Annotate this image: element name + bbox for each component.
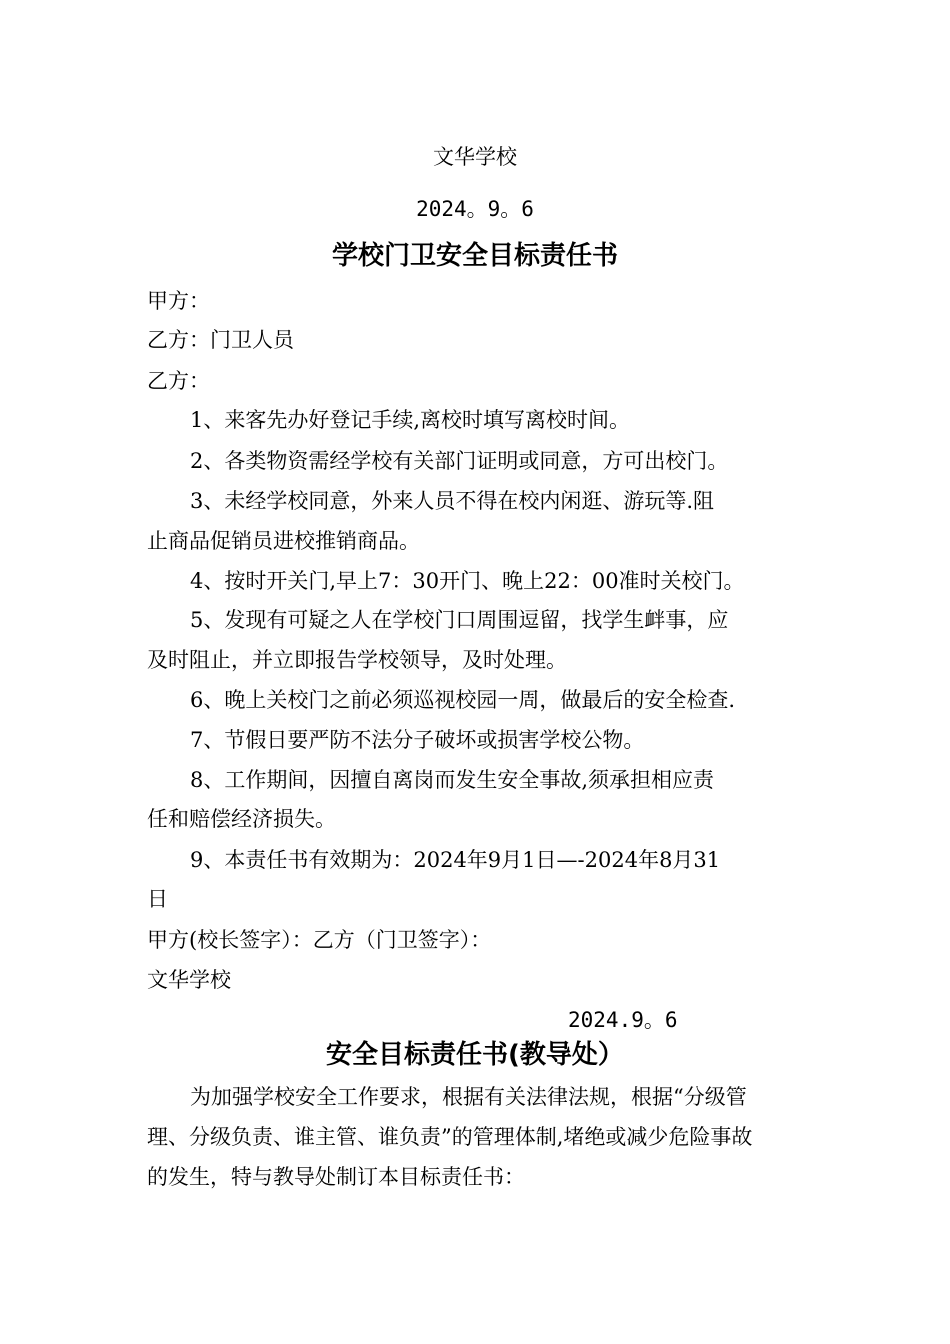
item-4: 4、按时开关门,早上7：30开门、晚上22：00准时关校门。 bbox=[190, 569, 745, 593]
signature-line: 甲方(校长签字）：乙方（门卫签字）： bbox=[147, 928, 492, 952]
doc2-paragraph-line-1: 为加强学校安全工作要求，根据有关法律法规，根据“分级管 bbox=[190, 1085, 747, 1109]
item-7: 7、节假日要严防不法分子破坏或损害学校公物。 bbox=[190, 728, 645, 752]
item-6: 6、晚上关校门之前必须巡视校园一周，做最后的安全检查. bbox=[190, 688, 736, 712]
item-3-line-1: 3、未经学校同意，外来人员不得在校内闲逛、游玩等.阻 bbox=[190, 489, 715, 513]
doc2-paragraph-line-2: 理、分级负责、谁主管、谁负责”的管理体制,堵绝或减少危险事故 bbox=[147, 1125, 753, 1149]
doc2-paragraph-line-3: 的发生，特与教导处制订本目标责任书： bbox=[147, 1165, 525, 1189]
item-8-line-2: 任和赔偿经济损失。 bbox=[147, 807, 336, 831]
party-b-label: 乙方： bbox=[147, 369, 210, 393]
footer-org: 文华学校 bbox=[147, 968, 231, 992]
header-date: 2024。9。6 bbox=[416, 197, 534, 221]
item-2: 2、各类物资需经学校有关部门证明或同意，方可出校门。 bbox=[190, 449, 729, 473]
item-5-line-2: 及时阻止，并立即报告学校领导，及时处理。 bbox=[147, 648, 567, 672]
doc2-title: 安全目标责任书(教导处） bbox=[326, 1040, 624, 1070]
party-b-role: 乙方：门卫人员 bbox=[147, 328, 294, 352]
item-1: 1、来客先办好登记手续,离校时填写离校时间。 bbox=[190, 408, 631, 432]
item-8-line-1: 8、工作期间，因擅自离岗而发生安全事故,须承担相应责 bbox=[190, 768, 715, 792]
footer-date: 2024.9。6 bbox=[568, 1008, 678, 1032]
doc-title: 学校门卫安全目标责任书 bbox=[331, 241, 618, 271]
item-9-line-2: 日 bbox=[147, 887, 168, 911]
party-a-label: 甲方： bbox=[147, 289, 210, 313]
header-org: 文华学校 bbox=[433, 145, 517, 169]
item-9-line-1: 9、本责任书有效期为：2024年9月1日—-2024年8月31 bbox=[190, 848, 721, 872]
item-3-line-2: 止商品促销员进校推销商品。 bbox=[147, 529, 420, 553]
item-5-line-1: 5、发现有可疑之人在学校门口周围逗留，找学生衅事，应 bbox=[190, 608, 729, 632]
